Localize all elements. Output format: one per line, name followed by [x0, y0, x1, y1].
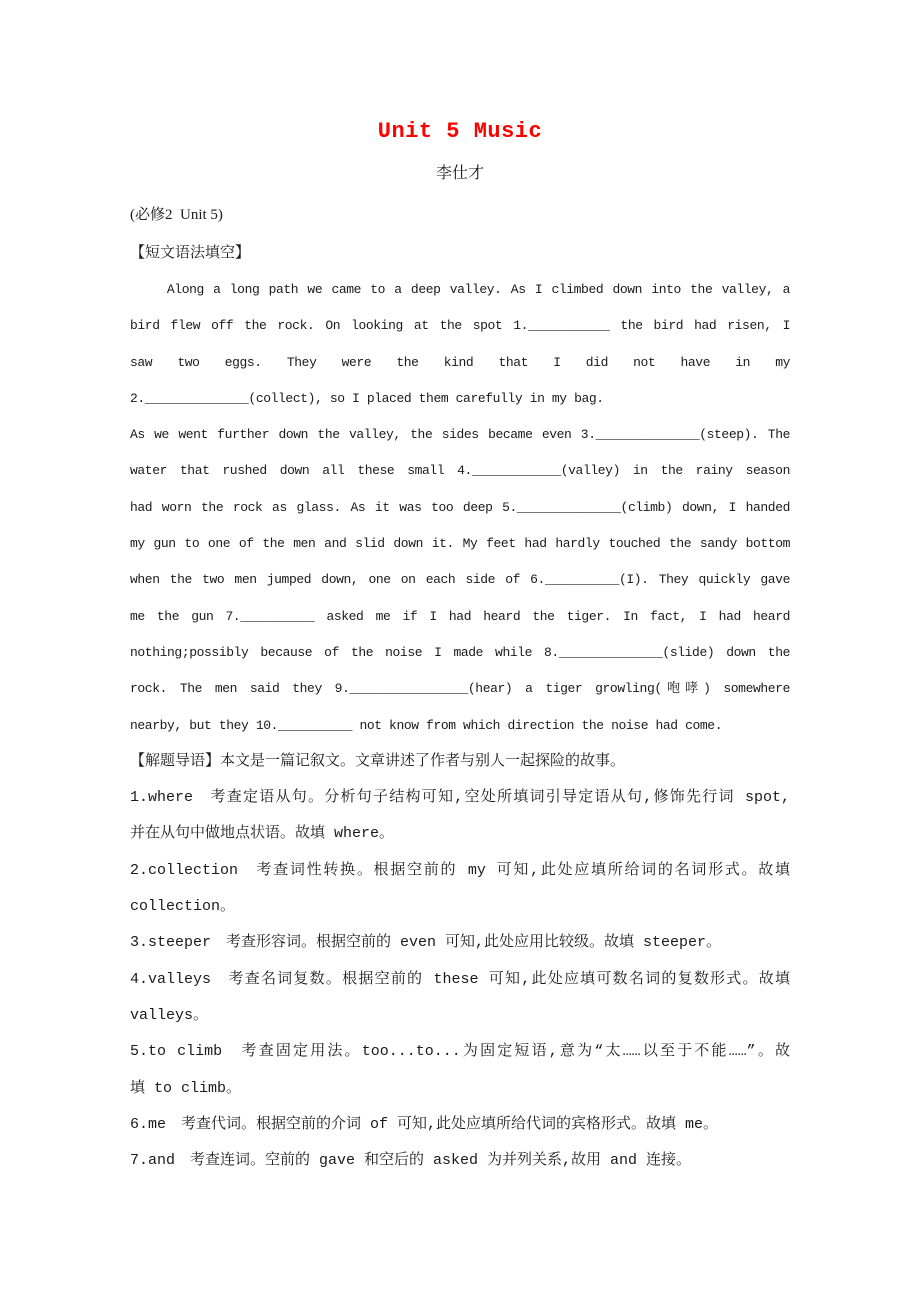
explanation-line: 7.and 考查连词。空前的 gave 和空后的 asked 为并列关系,故用 and 连接。	[130, 1152, 692, 1170]
explanation-line: 4.valleys 考查名词复数。根据空前的 these 可知,此处应填可数名词的复数形式。故填	[130, 970, 790, 988]
author-name: 李仕才	[435, 165, 484, 182]
explanation-line: 并在从句中做地点状语。故填 where。	[130, 825, 395, 843]
explanation-line: valleys。	[130, 1006, 209, 1024]
passage-line: my gun to one of the men and slid down it. My feet had hardly touched the sandy bottom	[130, 536, 790, 552]
passage-cloze-text	[130, 272, 790, 744]
passage-line: saw two eggs. They were the kind that I did not have in my	[130, 354, 790, 370]
explanation-line: 1.where 考查定语从句。分析句子结构可知,空处所填词引导定语从句,修饰先行词 spot,	[130, 789, 790, 807]
passage-line: had worn the rock as glass. As it was too deep 5.______________(climb) down, I handed	[130, 499, 790, 515]
page-title: Unit 5 Music	[377, 119, 543, 144]
passage-line: Along a long path we came to a deep valley. As I climbed down into the valley, a	[130, 282, 790, 297]
answer-explanations	[130, 744, 790, 1180]
passage-line: nearby, but they 10.__________ not know from which direction the noise had come.	[130, 717, 723, 733]
document-page	[130, 0, 790, 1179]
section-label-grammar-fill: 【短文语法填空】	[130, 245, 251, 261]
explanation-line: 6.me 考查代词。根据空前的介词 of 可知,此处应填所给代词的宾格形式。故填 me。	[130, 1115, 719, 1133]
passage-line: As we went further down the valley, the sides became even 3.______________(steep). The	[130, 427, 790, 443]
passage-line: 2.______________(collect), so I placed them carefully in my bag.	[130, 390, 604, 406]
explanation-line: 【解题导语】本文是一篇记叙文。文章讲述了作者与别人一起探险的故事。	[130, 752, 626, 770]
passage-line: when the two men jumped down, one on each side of 6.__________(I). They quickly gave	[130, 572, 790, 588]
explanation-line: collection。	[130, 898, 236, 916]
passage-line: bird flew off the rock. On looking at the spot 1.___________ the bird had risen, I	[130, 318, 790, 334]
module-label: (必修2 Unit 5)	[130, 207, 223, 223]
passage-line: rock. The men said they 9.________________(hear) a tiger growling(咆哮) somewhere	[130, 681, 790, 697]
explanation-line: 5.to climb 考查固定用法。too...to...为固定短语,意为“太……以至于不能……”。故	[130, 1043, 790, 1061]
explanation-line: 填 to climb。	[130, 1079, 242, 1097]
passage-line: water that rushed down all these small 4.____________(valley) in the rainy season	[130, 463, 790, 479]
explanation-line: 2.collection 考查词性转换。根据空前的 my 可知,此处应填所给词的名词形式。故填	[130, 861, 790, 879]
passage-line: me the gun 7.__________ asked me if I had heard the tiger. In fact, I had heard	[130, 608, 790, 624]
explanation-line: 3.steeper 考查形容词。根据空前的 even 可知,此处应用比较级。故填 steeper。	[130, 934, 722, 952]
passage-line: nothing;possibly because of the noise I made while 8.______________(slide) down the	[130, 644, 790, 660]
